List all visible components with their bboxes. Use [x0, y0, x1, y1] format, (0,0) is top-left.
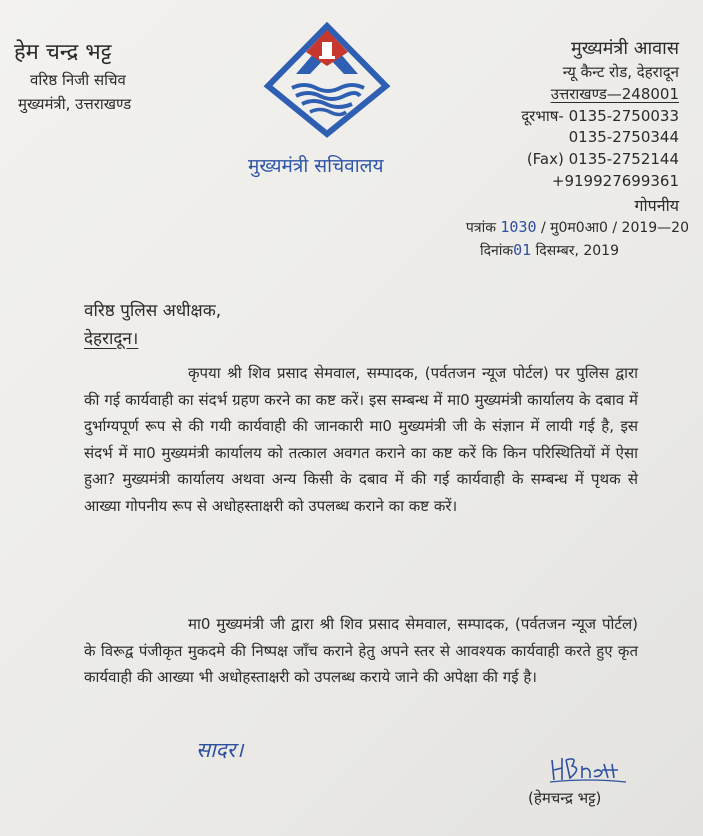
secretariat-caption: मुख्यमंत्री सचिवालय: [248, 155, 384, 177]
date-day: 01: [513, 241, 532, 259]
closing-sadar: सादर।: [196, 738, 244, 762]
signatory-name: (हेमचन्द्र भट्ट): [528, 789, 602, 807]
date-month-year: दिसम्बर, 2019: [535, 243, 619, 259]
body-paragraph-2: मा0 मुख्यमंत्री जी द्वारा श्री शिव प्रसाद सेमवाल, सम्पादक, (पर्वतजन न्यूज पोर्टल) के विरूद्व पंजीकृत मुकदमे की निष्पक्ष जाँच कराने हेतु अपने स्तर से आवश्यक कार्यवाही करते हुए कृत कार्यवाही की आख्या भी अधोहस्ताक्षरी को उपलब्ध कराये जाने की अपेक्षा की गई है।: [84, 615, 638, 687]
address-line-1: न्यू कैन्ट रोड, देहरादून: [562, 63, 679, 81]
sender-designation: वरिष्ठ निजी सचिव: [30, 71, 126, 89]
reference-suffix: / मु0म0आ0 / 2019—20: [540, 220, 689, 236]
signature-icon: [548, 752, 628, 786]
reference-number: 1030: [500, 218, 537, 236]
body-paragraph-1: कृपया श्री शिव प्रसाद सेमवाल, सम्पादक, (पर्वतजन न्यूज पोर्टल) पर पुलिस द्वारा की गई कार्यवाही का संदर्भ ग्रहण करने का कष्ट करें। इस सम्बन्ध में मा0 मुख्यमंत्री कार्यालय के दबाव में दुर्भाग्यपूर्ण रूप से की गयी कार्यवाही की जानकारी मा0 मुख्यमंत्री जी के संज्ञान में लायी गई है, इस संदर्भ में मा0 मुख्यमंत्री कार्यालय को तत्काल अवगत कराने का कष्ट करें कि किन परिस्थितियों में ऐसा हुआ? मुख्यमंत्री कार्यालय अथवा अन्य किसी के दबाव में की गई कार्यवाही के सम्बन्ध में पृथक से आख्या गोपनीय रूप से अधोहस्ताक्षरी को उपलब्ध कराने का कष्ट करें।: [84, 364, 638, 515]
sender-office: मुख्यमंत्री, उत्तराखण्ड: [18, 95, 132, 113]
reference-line: [466, 218, 689, 237]
address-title: मुख्यमंत्री आवास: [570, 38, 679, 59]
addressee-city: देहरादून।: [84, 329, 139, 349]
sender-name: हेम चन्द्र भट्ट: [14, 40, 112, 65]
fax-number: (Fax) 0135-2752144: [526, 150, 679, 168]
address-line-2: उत्तराखण्ड—248001: [550, 85, 679, 103]
confidential-label: गोपनीय: [634, 196, 679, 215]
addressee-title: वरिष्ठ पुलिस अधीक्षक,: [84, 301, 222, 321]
uttarakhand-emblem-icon: [262, 22, 392, 142]
date-label: दिनांक: [479, 243, 514, 259]
date-line: [480, 241, 619, 260]
reference-label: पत्रांक: [465, 220, 496, 236]
phone-2: 0135-2750344: [568, 128, 679, 146]
phone-1: दूरभाष- 0135-2750033: [521, 107, 679, 125]
mobile-number: +919927699361: [551, 172, 679, 190]
